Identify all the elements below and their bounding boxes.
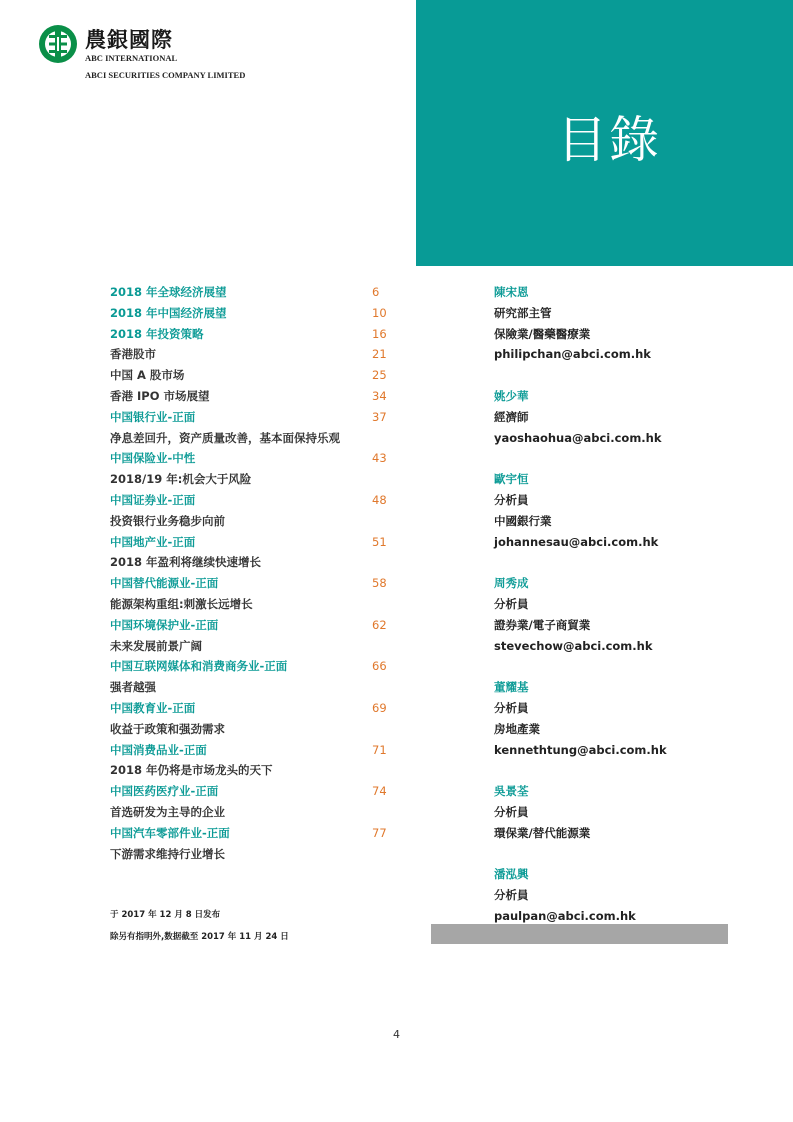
- analyst-card: [494, 386, 774, 469]
- toc-item[interactable]: [110, 490, 400, 511]
- toc-item-title: 中国消费品业-正面: [110, 742, 207, 757]
- toc-item-title: 中国医药医疗业-正面: [110, 784, 219, 799]
- toc-item-page: 37: [372, 409, 387, 424]
- toc-item-title: 中国证券业-正面: [110, 492, 196, 507]
- toc-item-title: 香港 IPO 市场展望: [110, 388, 210, 403]
- analyst-detail: 環保業/替代能源業: [494, 825, 591, 840]
- toc-item-title: 中国教育业-正面: [110, 700, 196, 715]
- analyst-contacts: [494, 282, 774, 927]
- toc-item-title: 下游需求维持行业增长: [110, 846, 225, 861]
- toc-item-page: 58: [372, 576, 387, 591]
- toc-item[interactable]: [110, 760, 400, 781]
- analyst-name: 歐宇恒: [494, 472, 529, 487]
- toc-item-title: 收益于政策和强劲需求: [110, 721, 225, 736]
- analyst-detail: 證券業/電子商貿業: [494, 617, 591, 632]
- toc-item[interactable]: [110, 781, 400, 802]
- analyst-name: 董耀基: [494, 680, 529, 695]
- toc-item-title: 中国保险业-中性: [110, 451, 196, 466]
- toc-item[interactable]: [110, 573, 400, 594]
- brand-name-cn: 農銀國際: [85, 27, 173, 52]
- toc-item-page: 71: [372, 742, 387, 757]
- toc-item-page: 21: [372, 347, 387, 362]
- analyst-detail: 分析員: [494, 700, 529, 715]
- toc-item[interactable]: [110, 448, 400, 469]
- toc-item-page: 10: [372, 305, 387, 320]
- toc-item[interactable]: [110, 823, 400, 844]
- toc-item-title: 首选研发为主导的企业: [110, 804, 225, 819]
- analyst-card: [494, 781, 774, 864]
- toc-item-page: 6: [372, 285, 380, 299]
- analyst-detail: 房地產業: [494, 721, 540, 736]
- analyst-email[interactable]: paulpan@abci.com.hk: [494, 908, 636, 923]
- analyst-name: 陳宋恩: [494, 285, 529, 299]
- brand-name-en: ABC INTERNATIONAL: [85, 53, 178, 63]
- toc-item[interactable]: [110, 511, 400, 532]
- toc-item-page: 25: [372, 368, 387, 383]
- toc-item-page: 77: [372, 825, 387, 840]
- toc-item-title: 2018 年中国经济展望: [110, 305, 227, 320]
- spacer: [494, 365, 774, 386]
- analyst-detail: 中國銀行業: [494, 513, 552, 528]
- page-number: 4: [393, 1028, 400, 1041]
- toc-item-page: 62: [372, 617, 387, 632]
- toc-item[interactable]: [110, 844, 400, 865]
- analyst-email[interactable]: yaoshaohua@abci.com.hk: [494, 430, 662, 445]
- toc-item[interactable]: [110, 615, 400, 636]
- toc-item-title: 能源架构重组:刺激长远增长: [110, 596, 253, 611]
- toc-item-title: 2018 年全球经济展望: [110, 285, 227, 299]
- toc-item-page: 48: [372, 492, 387, 507]
- toc-item-page: 66: [372, 659, 387, 674]
- toc-item[interactable]: [110, 698, 400, 719]
- toc-item-title: 中国环境保护业-正面: [110, 617, 219, 632]
- toc-item[interactable]: [110, 324, 400, 345]
- spacer: [494, 760, 774, 781]
- analyst-card: [494, 864, 774, 926]
- toc-item[interactable]: [110, 365, 400, 386]
- analyst-detail: 保險業/醫藥醫療業: [494, 326, 591, 341]
- analyst-card: [494, 677, 774, 781]
- toc-item[interactable]: [110, 303, 400, 324]
- toc-item-page: 69: [372, 700, 387, 715]
- analyst-email[interactable]: philipchan@abci.com.hk: [494, 347, 651, 362]
- toc-item-title: 2018 年仍将是市场龙头的天下: [110, 763, 273, 778]
- toc-item[interactable]: [110, 802, 400, 823]
- analyst-card: [494, 469, 774, 573]
- toc-item-title: 2018 年投资策略: [110, 326, 204, 341]
- toc-item[interactable]: [110, 677, 400, 698]
- spacer: [494, 448, 774, 469]
- data-cutoff-note: 除另有指明外,数据截至 2017 年 11 月 24 日: [110, 932, 289, 942]
- publish-date: 于 2017 年 12 月 8 日发布: [110, 910, 221, 920]
- toc-item-page: 34: [372, 388, 387, 403]
- analyst-name: 周秀成: [494, 576, 529, 591]
- toc-item[interactable]: [110, 740, 400, 761]
- analyst-email[interactable]: stevechow@abci.com.hk: [494, 638, 653, 653]
- toc-item-page: 74: [372, 784, 387, 799]
- analyst-email[interactable]: kennethtung@abci.com.hk: [494, 742, 667, 757]
- analyst-detail: 研究部主管: [494, 305, 552, 320]
- analyst-name: 姚少華: [494, 388, 529, 403]
- toc-item[interactable]: [110, 344, 400, 365]
- analyst-email[interactable]: johannesau@abci.com.hk: [494, 534, 659, 549]
- toc-item[interactable]: [110, 469, 400, 490]
- toc-item[interactable]: [110, 407, 400, 428]
- spacer: [494, 656, 774, 677]
- divider-bar: [431, 924, 728, 944]
- toc-item[interactable]: [110, 282, 400, 303]
- toc-item[interactable]: [110, 594, 400, 615]
- toc-item-title: 未来发展前景广阔: [110, 638, 202, 653]
- toc-item[interactable]: [110, 552, 400, 573]
- toc-item-title: 中国 A 股市场: [110, 368, 185, 383]
- brand-company-name: ABCI SECURITIES COMPANY LIMITED: [85, 70, 246, 80]
- toc-item[interactable]: [110, 636, 400, 657]
- toc-item-title: 中国银行业-正面: [110, 409, 196, 424]
- toc-item[interactable]: [110, 656, 400, 677]
- analyst-card: [494, 282, 774, 386]
- analyst-card: [494, 573, 774, 677]
- toc-item[interactable]: [110, 428, 400, 449]
- analyst-detail: 分析員: [494, 804, 529, 819]
- toc-item-page: 43: [372, 451, 387, 466]
- toc-item[interactable]: [110, 719, 400, 740]
- page-title: 目錄: [557, 111, 661, 169]
- toc-item-title: 中国地产业-正面: [110, 534, 196, 549]
- analyst-detail: 分析員: [494, 492, 529, 507]
- toc-item-title: 中国互联网媒体和消费商务业-正面: [110, 659, 288, 674]
- toc-item-page: 16: [372, 326, 387, 341]
- toc-item-title: 中国替代能源业-正面: [110, 576, 219, 591]
- analyst-name: 吳景荃: [494, 784, 529, 799]
- toc-item[interactable]: [110, 532, 400, 553]
- spacer: [494, 552, 774, 573]
- toc-item-title: 香港股市: [110, 347, 156, 362]
- toc-item[interactable]: [110, 386, 400, 407]
- toc-item-title: 2018/19 年:机会大于风险: [110, 472, 252, 487]
- toc-item-title: 2018 年盈利将继续快速增长: [110, 555, 262, 570]
- analyst-detail: 分析員: [494, 888, 529, 903]
- toc-item-title: 投资银行业务稳步向前: [110, 513, 225, 528]
- analyst-detail: 經濟師: [494, 409, 529, 424]
- analyst-detail: 分析員: [494, 596, 529, 611]
- analyst-name: 潘泓興: [494, 867, 529, 882]
- toc-item-page: 51: [372, 534, 387, 549]
- abc-logo-icon: [38, 24, 78, 64]
- toc-item-title: 净息差回升，资产质量改善，基本面保持乐观: [110, 430, 340, 445]
- spacer: [494, 844, 774, 865]
- toc-item-title: 强者越强: [110, 680, 156, 695]
- toc-item-title: 中国汽车零部件业-正面: [110, 825, 230, 840]
- table-of-contents: [110, 282, 400, 864]
